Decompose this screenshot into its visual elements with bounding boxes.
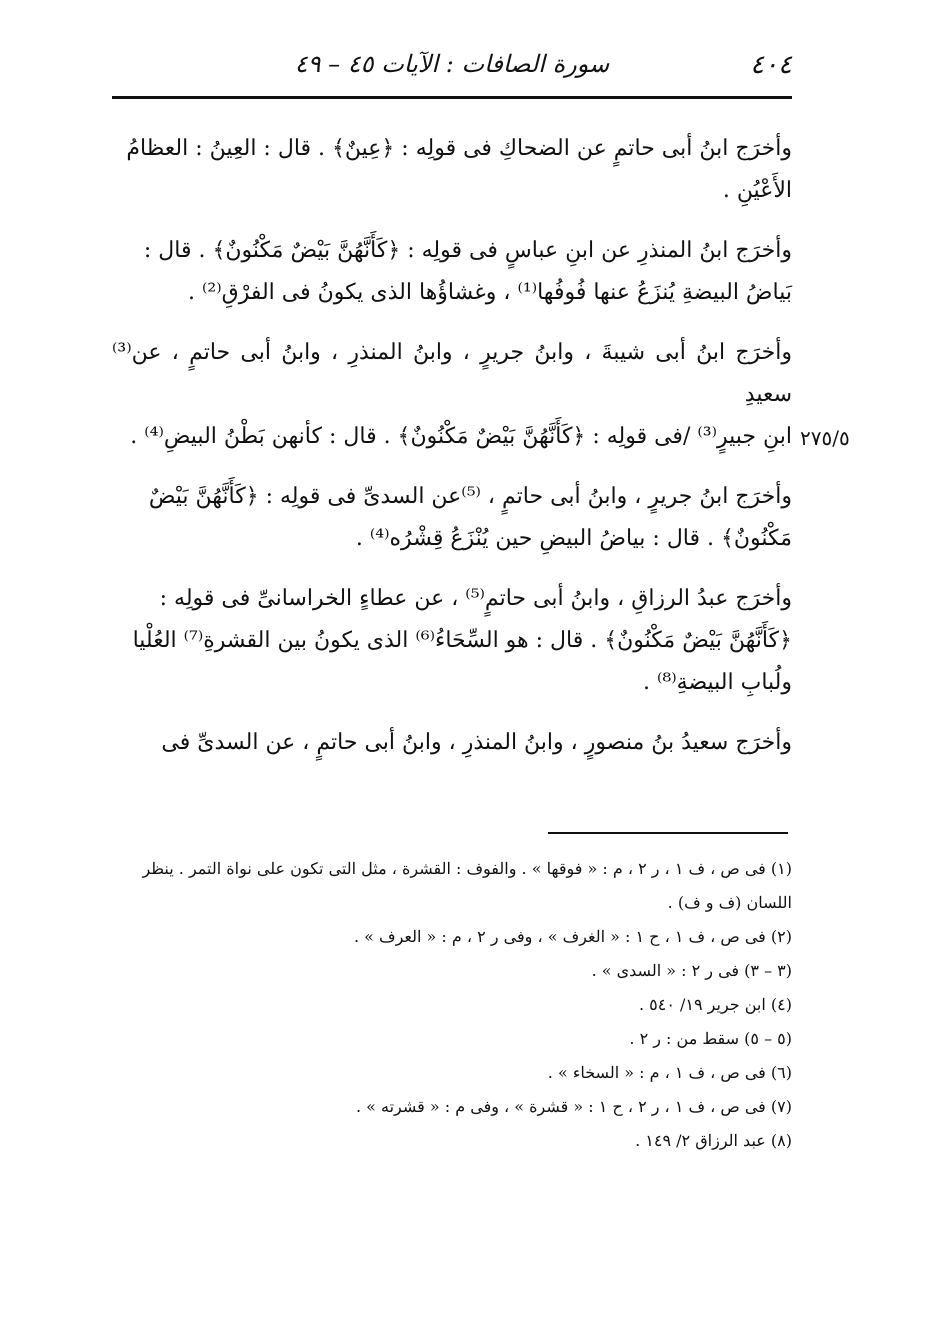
text-line: وأخرَج ابنُ أبى شيبةَ ، وابنُ جريرٍ ، وابنُ المنذرِ ، وابنُ أبى حاتمٍ ، عن⁽³⁾ سعيدِ: [112, 340, 792, 407]
footnote: (٥ – ٥) سقط من : ر ٢ .: [629, 1029, 792, 1048]
paragraph: [112, 722, 792, 764]
footnote: (٤) ابن جرير ١٩/ ٥٤٠ .: [638, 995, 792, 1014]
footnote: (٢) فى ص ، ف ١ ، ح ١ : « الغرف » ، وفى ر ٢ ، م : « العرف » .: [353, 927, 792, 946]
footnote: (١) فى ص ، ف ١ ، ر ٢ ، م : « فوقها » . والفوف : القشرة ، مثل التى تكون على نواة التمر . ينظر اللسان (ف و ف) .: [142, 859, 792, 912]
footnote-rule: [548, 832, 788, 834]
paragraph: [112, 332, 792, 458]
footnote: (٧) فى ص ، ف ١ ، ر ٢ ، ح ١ : « قشرة » ، وفى م : « قشرته » .: [355, 1097, 792, 1116]
text-line: وأخرَج ابنُ أبى حاتمٍ عن الضحاكِ فى قولِه : ﴿عِينٌ﴾ . قال : العِينُ : العظامُ: [126, 136, 792, 161]
footnote: (٦) فى ص ، ف ١ ، م : « السخاء » .: [547, 1063, 792, 1082]
text-line: ولُبابِ البيضةِ⁽⁸⁾ .: [643, 670, 792, 695]
paragraph: [112, 128, 792, 212]
text-line: ﴿كَأَنَّهُنَّ بَيْضٌ مَكْنُونٌ﴾ . قال : هو السِّحَاءُ⁽⁶⁾ الذى يكونُ بين القشرةِ⁽⁷⁾ العُلْيا: [132, 628, 792, 653]
header-rule: [112, 96, 792, 99]
text-line: وأخرَج ابنُ المنذرِ عن ابنِ عباسٍ فى قولِه : ﴿كَأَنَّهُنَّ بَيْضٌ مَكْنُونٌ﴾ . قال :: [143, 238, 792, 263]
running-head: سورة الصافات : الآيات ٤٥ – ٤٩: [294, 50, 610, 78]
main-text: [112, 128, 792, 782]
text-line: بَياضُ البيضةِ يُنزَعُ عنها فُوفُها⁽¹⁾ ، وغشاؤُها الذى يكونُ فى الفرْقِ⁽²⁾ .: [188, 280, 792, 305]
text-line: الأَعْيُنِ .: [722, 178, 792, 203]
text-line: وأخرَج سعيدُ بنُ منصورٍ ، وابنُ المنذرِ ، وابنُ أبى حاتمٍ ، عن السدىِّ فى: [161, 730, 792, 755]
page-header: [112, 44, 792, 96]
text-line: وأخرَج ابنُ جريرٍ ، وابنُ أبى حاتمٍ ، ⁽⁵⁾عن السدىِّ فى قولِه : ﴿كَأَنَّهُنَّ بَيْضٌ: [148, 484, 792, 509]
text-line: مَكْنُونٌ﴾ . قال : بياضُ البيضِ حين يُنْزَعُ قِشْرُه⁽⁴⁾ .: [355, 526, 792, 551]
footnote: (٨) عبد الرزاق ٢/ ١٤٩ .: [635, 1131, 792, 1150]
text-line: وأخرَج عبدُ الرزاقِ ، وابنُ أبى حاتمٍ⁽⁵⁾ ، عن عطاءٍ الخراسانىِّ فى قولِه :: [159, 586, 792, 611]
footnote: (٣ – ٣) فى ر ٢ : « السدى » .: [591, 961, 792, 980]
footnotes: [112, 852, 792, 1158]
paragraph: [112, 230, 792, 314]
paragraph: [112, 476, 792, 560]
text-line: ابنِ جبيرٍ⁽³⁾ /فى قولِه : ﴿كَأَنَّهُنَّ بَيْضٌ مَكْنُونٌ﴾ . قال : كأنهن بَطْنُ البيضِ⁽⁴⁾ .: [130, 424, 792, 449]
margin-reference: ٢٧٥/٥: [800, 426, 850, 450]
paragraph: [112, 578, 792, 704]
page-number: ٤٠٤: [750, 50, 792, 80]
